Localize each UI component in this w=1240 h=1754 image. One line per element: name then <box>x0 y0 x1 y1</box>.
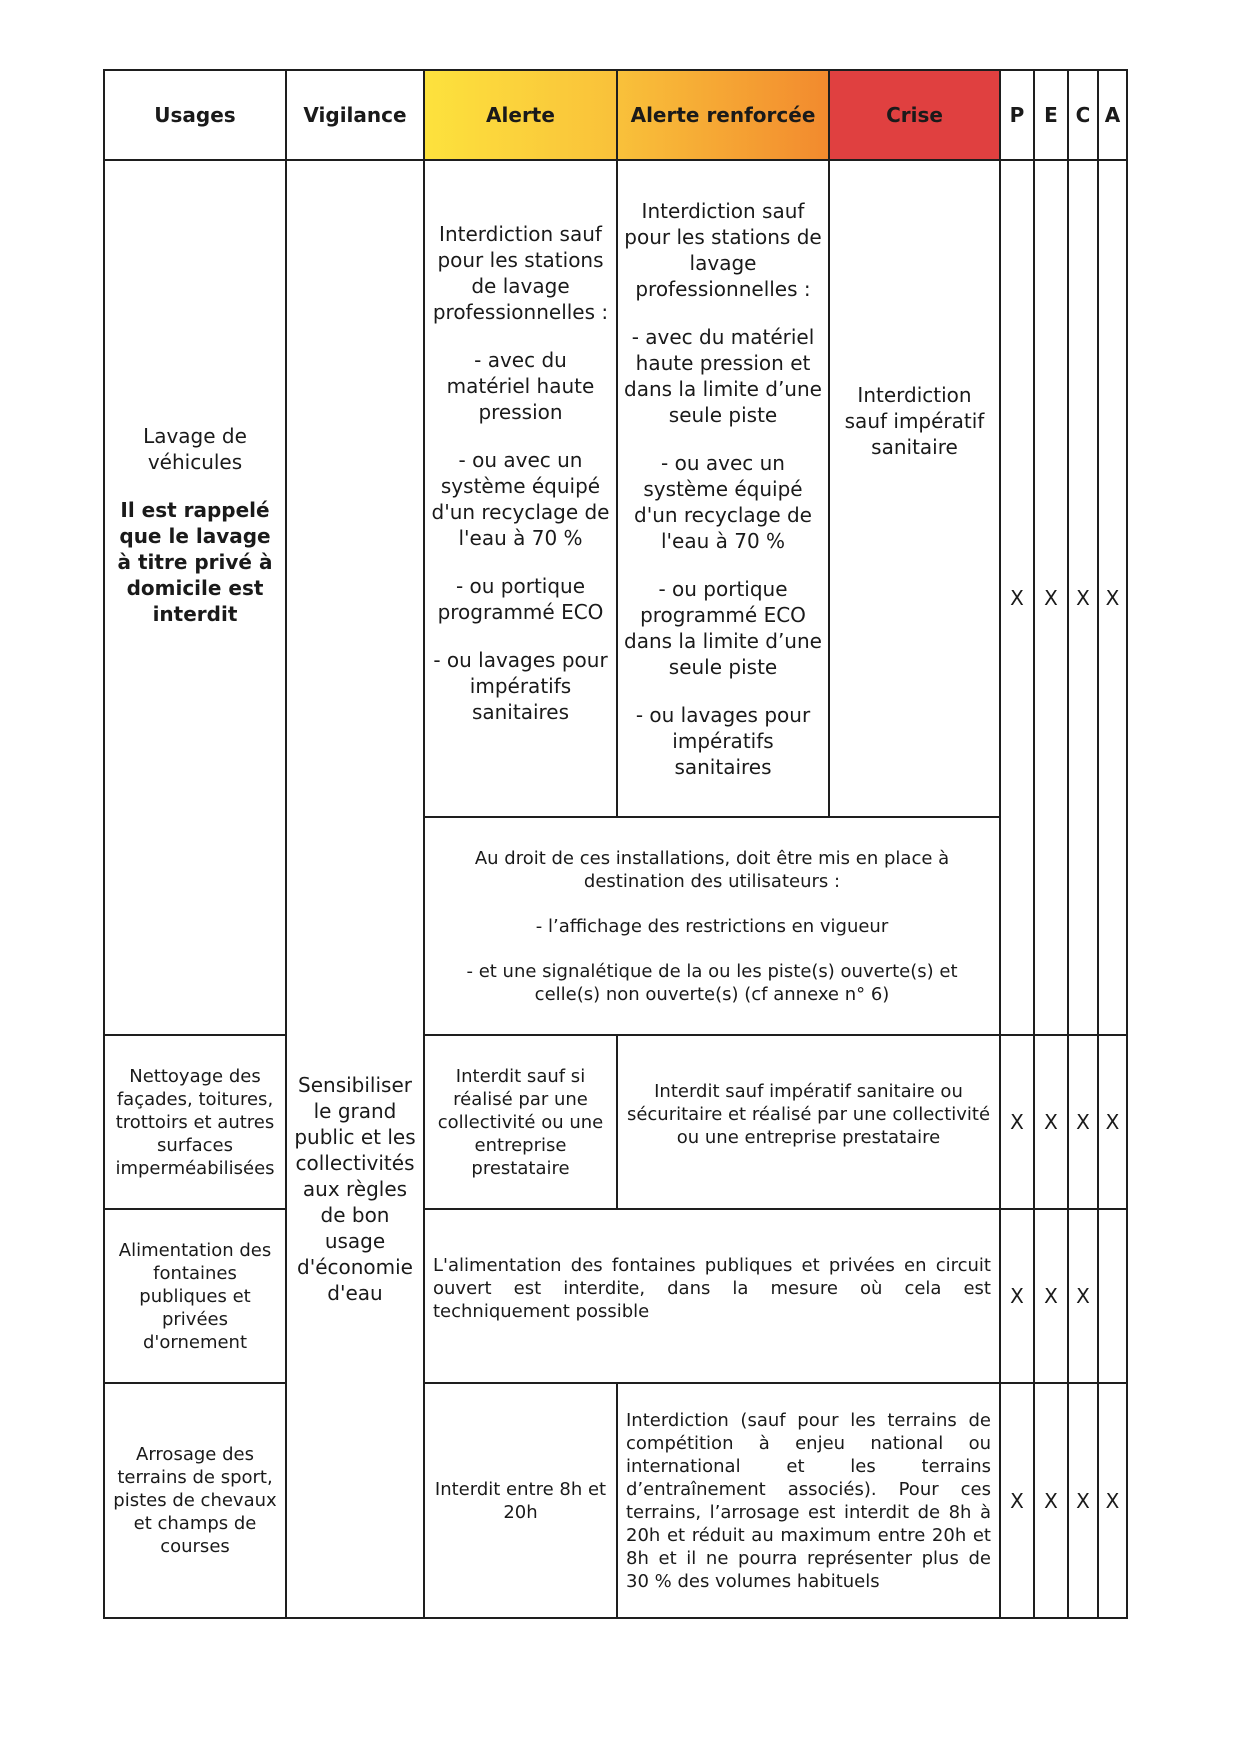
row1-installations-line3: - et une signalétique de la ou les piste(s) ouverte(s) et celle(s) non ouverte(s) (cf annexe n° 6) <box>466 960 958 1005</box>
row1-crise <box>828 159 1001 818</box>
row1-renforcee-item4: - ou lavages pour impératifs sanitaires <box>635 702 811 779</box>
row1-mark-a-text: X <box>1105 585 1120 610</box>
row3-text: L'alimentation des fontaines publiques et privées en circuit ouvert est interdite, dans la mesure où cela est techniquement possible <box>433 1254 991 1322</box>
row3-mark-c-text: X <box>1076 1284 1090 1308</box>
header-c-label: C <box>1075 103 1091 127</box>
row1-crise-text: Interdiction sauf impératif sanitaire <box>844 382 985 459</box>
vigilance-text: Sensibiliser le grand public et les collectivités aux règles de bon usage d'économie d'eau <box>294 1073 416 1305</box>
row2-usage <box>103 1034 287 1210</box>
row1-mark-c-text: X <box>1076 585 1090 610</box>
row1-renforcee-item1: - avec du matériel haute pression et dans la limite d’une seule piste <box>624 324 822 427</box>
row2-renforcee-crise-text: Interdit sauf impératif sanitaire ou sécuritaire et réalisé par une collectivité ou une entreprise prestataire <box>626 1080 991 1148</box>
vigilance-cell <box>285 159 425 1619</box>
row3-usage-label: Alimentation des fontaines publiques et privées d'ornement <box>118 1239 272 1353</box>
row2-usage-label: Nettoyage des façades, toitures, trottoirs et autres surfaces imperméabilisées <box>115 1065 275 1179</box>
row1-renforcee-item3: - ou portique programmé ECO dans la limite d’une seule piste <box>624 576 822 679</box>
row3-mark-p <box>999 1208 1035 1384</box>
row1-installations <box>423 816 1001 1036</box>
header-crise <box>828 69 1001 161</box>
header-alerte <box>423 69 618 161</box>
row1-mark-c <box>1067 159 1099 1036</box>
row2-mark-p-text: X <box>1010 1110 1024 1134</box>
row4-mark-e <box>1033 1382 1069 1619</box>
row4-renforcee-crise-text: Interdiction (sauf pour les terrains de compétition à enjeu national ou international et les terrains d’entraînement associés). Pour ces terrains, l’arrosage est interdit de 8h à 20h et réduit au maximum entre 20h et 8h et il ne pourra représenter plus de 30 % des volumes habituels <box>626 1409 991 1592</box>
row2-mark-e <box>1033 1034 1069 1210</box>
row2-mark-c <box>1067 1034 1099 1210</box>
row2-alerte <box>423 1034 618 1210</box>
row1-installations-line1: Au droit de ces installations, doit être mis en place à destination des utilisateurs : <box>474 847 950 892</box>
row1-alerte-renforcee <box>616 159 830 818</box>
row1-usage <box>103 159 287 1036</box>
row3-alerte-to-crise <box>423 1208 1001 1384</box>
row4-usage-label: Arrosage des terrains de sport, pistes de chevaux et champs de courses <box>113 1444 277 1557</box>
header-p <box>999 69 1035 161</box>
row4-usage <box>103 1382 287 1619</box>
header-c <box>1067 69 1099 161</box>
row4-alerte <box>423 1382 618 1619</box>
row1-mark-a <box>1097 159 1128 1036</box>
row1-alerte-item2: - ou avec un système équipé d'un recyclage de l'eau à 70 % <box>431 448 610 550</box>
row1-alerte-item3: - ou portique programmé ECO <box>437 574 604 624</box>
row2-mark-e-text: X <box>1044 1110 1058 1134</box>
row1-installations-line2: - l’affichage des restrictions en vigueur <box>535 915 889 937</box>
header-usages-label: Usages <box>154 103 236 127</box>
header-vigilance <box>285 69 425 161</box>
row1-alerte-intro: Interdiction sauf pour les stations de lavage professionnelles : <box>432 222 609 324</box>
row1-mark-e <box>1033 159 1069 1036</box>
row4-mark-p-text: X <box>1010 1488 1024 1513</box>
row1-mark-e-text: X <box>1044 585 1058 610</box>
row2-alerte-text: Interdit sauf si réalisé par une collectivité ou une entreprise prestataire <box>437 1065 604 1179</box>
header-e <box>1033 69 1069 161</box>
row2-mark-a-text: X <box>1105 1110 1120 1134</box>
row1-usage-label: Lavage de véhicules <box>143 423 247 474</box>
row3-mark-c <box>1067 1208 1099 1384</box>
header-a <box>1097 69 1128 161</box>
row4-mark-p <box>999 1382 1035 1619</box>
header-alerte-renforcee <box>616 69 830 161</box>
row2-mark-p <box>999 1034 1035 1210</box>
row1-alerte-item1: - avec du matériel haute pression <box>446 348 595 424</box>
header-alerte-label: Alerte <box>486 103 555 127</box>
row1-alerte <box>423 159 618 818</box>
row3-mark-p-text: X <box>1010 1284 1024 1308</box>
row1-renforcee-item2: - ou avec un système équipé d'un recyclage de l'eau à 70 % <box>634 450 812 553</box>
row4-mark-e-text: X <box>1044 1488 1058 1513</box>
row4-mark-a-text: X <box>1105 1488 1120 1513</box>
row1-mark-p-text: X <box>1010 585 1024 610</box>
row3-usage <box>103 1208 287 1384</box>
header-usages <box>103 69 287 161</box>
row4-alerte-text: Interdit entre 8h et 20h <box>434 1478 607 1523</box>
header-vigilance-label: Vigilance <box>303 103 407 127</box>
row1-mark-p <box>999 159 1035 1036</box>
row4-mark-c <box>1067 1382 1099 1619</box>
row2-mark-a <box>1097 1034 1128 1210</box>
header-alerte-renforcee-label: Alerte renforcée <box>630 103 816 127</box>
row1-usage-note: Il est rappelé que le lavage à titre privé à domicile est interdit <box>117 497 273 626</box>
row1-alerte-item4: - ou lavages pour impératifs sanitaires <box>433 648 608 724</box>
header-e-label: E <box>1044 103 1058 127</box>
header-p-label: P <box>1009 103 1025 127</box>
row3-mark-e-text: X <box>1044 1284 1058 1308</box>
row3-mark-a <box>1097 1208 1128 1384</box>
row2-mark-c-text: X <box>1076 1110 1090 1134</box>
row1-renforcee-intro: Interdiction sauf pour les stations de lavage professionnelles : <box>624 198 822 301</box>
row3-mark-e <box>1033 1208 1069 1384</box>
row4-mark-a <box>1097 1382 1128 1619</box>
row2-renforcee-crise <box>616 1034 1001 1210</box>
row4-renforcee-crise <box>616 1382 1001 1619</box>
row4-mark-c-text: X <box>1076 1488 1090 1513</box>
header-crise-label: Crise <box>886 103 943 127</box>
header-a-label: A <box>1104 103 1121 127</box>
